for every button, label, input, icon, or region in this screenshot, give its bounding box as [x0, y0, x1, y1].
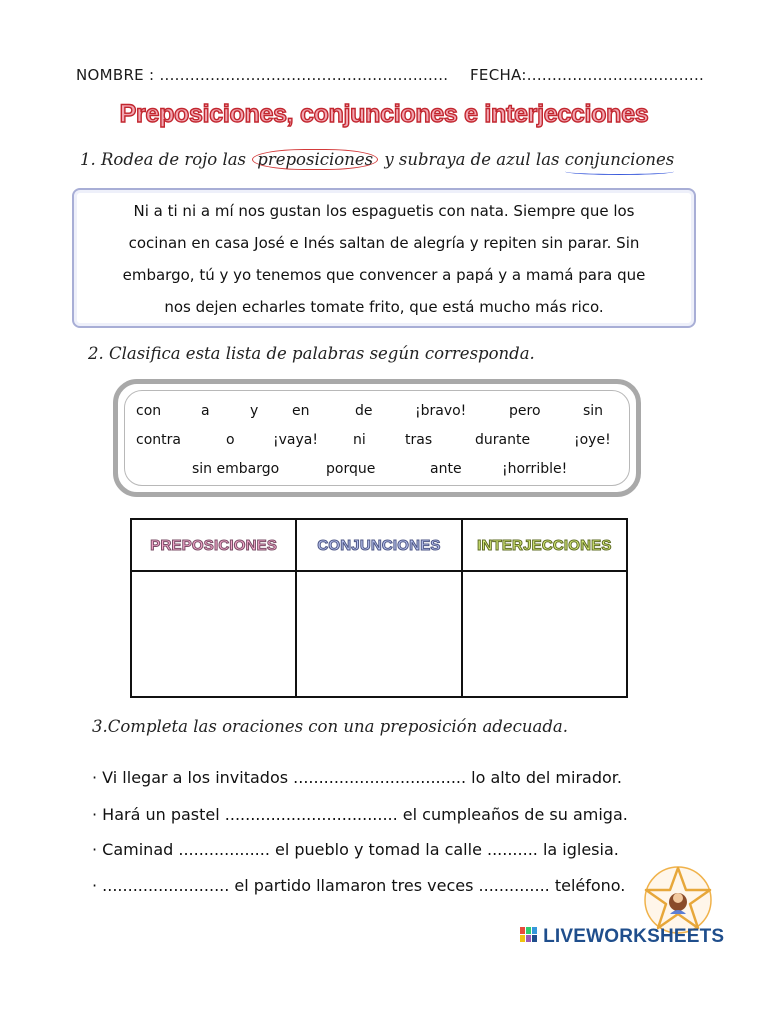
exercise-3-instruction: 3.Completa las oraciones con una preposición adecuada.	[92, 717, 568, 736]
header-conjunciones: CONJUNCIONES	[296, 519, 461, 571]
name-field-label: NOMBRE : .........................................................	[76, 66, 449, 84]
liveworksheets-logo	[520, 926, 724, 948]
sentence-2[interactable]: · Hará un pastel .................................. el cumpleaños de su amiga.	[92, 805, 628, 824]
paragraph-line: cocinan en casa José e Inés saltan de alegría y repiten sin parar. Sin	[128, 234, 640, 252]
sentence-3[interactable]: · Caminad .................. el pueblo y tomad la calle .......... la iglesia.	[92, 840, 619, 859]
classification-table	[130, 518, 628, 698]
header-preposiciones: PREPOSICIONES	[131, 519, 296, 571]
drop-zone-conjunciones[interactable]	[296, 571, 461, 697]
instruction-1-start: 1. Rodea de rojo las	[80, 150, 247, 169]
header-interjecciones: INTERJECCIONES	[462, 519, 627, 571]
worksheet-title: Preposiciones, conjunciones e interjecciones	[119, 100, 649, 128]
word-item[interactable]: ni	[353, 432, 366, 448]
paragraph-line: embargo, tú y yo tenemos que convencer a papá y a mamá para que	[122, 266, 646, 284]
exercise-1-instruction	[80, 150, 674, 169]
liveworksheets-icon	[520, 927, 538, 943]
word-item[interactable]: ¡vaya!	[273, 432, 318, 448]
circled-word-preposiciones: preposiciones	[252, 149, 378, 170]
word-item[interactable]: y	[250, 403, 259, 419]
word-item[interactable]: sin	[583, 403, 604, 419]
word-item[interactable]: pero	[509, 403, 541, 419]
word-item[interactable]: con	[136, 403, 162, 419]
drop-zone-preposiciones[interactable]	[131, 571, 296, 697]
liveworksheets-brand-text: LIVEWORKSHEETS	[543, 926, 725, 947]
word-item[interactable]: durante	[475, 432, 531, 448]
word-list-box	[113, 379, 641, 497]
sentence-1[interactable]: · Vi llegar a los invitados .................................. lo alto del mirador.	[92, 768, 622, 787]
drop-zone-interjecciones[interactable]	[462, 571, 627, 697]
word-item[interactable]: contra	[136, 432, 181, 448]
word-item[interactable]: ¡oye!	[574, 432, 611, 448]
sentence-4[interactable]: · ......................... el partido llamaron tres veces .............. teléfono.	[92, 876, 626, 895]
word-item[interactable]: a	[201, 403, 210, 419]
exercise-2-instruction: 2. Clasifica esta lista de palabras según corresponda.	[88, 344, 535, 363]
exercise-1-paragraph[interactable]	[84, 195, 684, 323]
word-item[interactable]: ¡bravo!	[415, 403, 467, 419]
word-item[interactable]: o	[226, 432, 235, 448]
word-item[interactable]: de	[355, 403, 373, 419]
word-item[interactable]: ante	[430, 461, 462, 477]
date-field-label: FECHA:...................................	[470, 66, 705, 84]
paragraph-line: nos dejen echarles tomate frito, que está mucho más rico.	[164, 298, 604, 316]
word-item[interactable]: porque	[326, 461, 376, 477]
instruction-1-mid: y subraya de azul las	[384, 150, 560, 169]
word-item[interactable]: ¡horrible!	[502, 461, 568, 477]
word-item[interactable]: sin embargo	[192, 461, 280, 477]
word-item[interactable]: tras	[405, 432, 433, 448]
underlined-word-conjunciones: conjunciones	[564, 150, 675, 169]
paragraph-line: Ni a ti ni a mí nos gustan los espaguetis con nata. Siempre que los	[133, 202, 635, 220]
word-item[interactable]: en	[292, 403, 310, 419]
